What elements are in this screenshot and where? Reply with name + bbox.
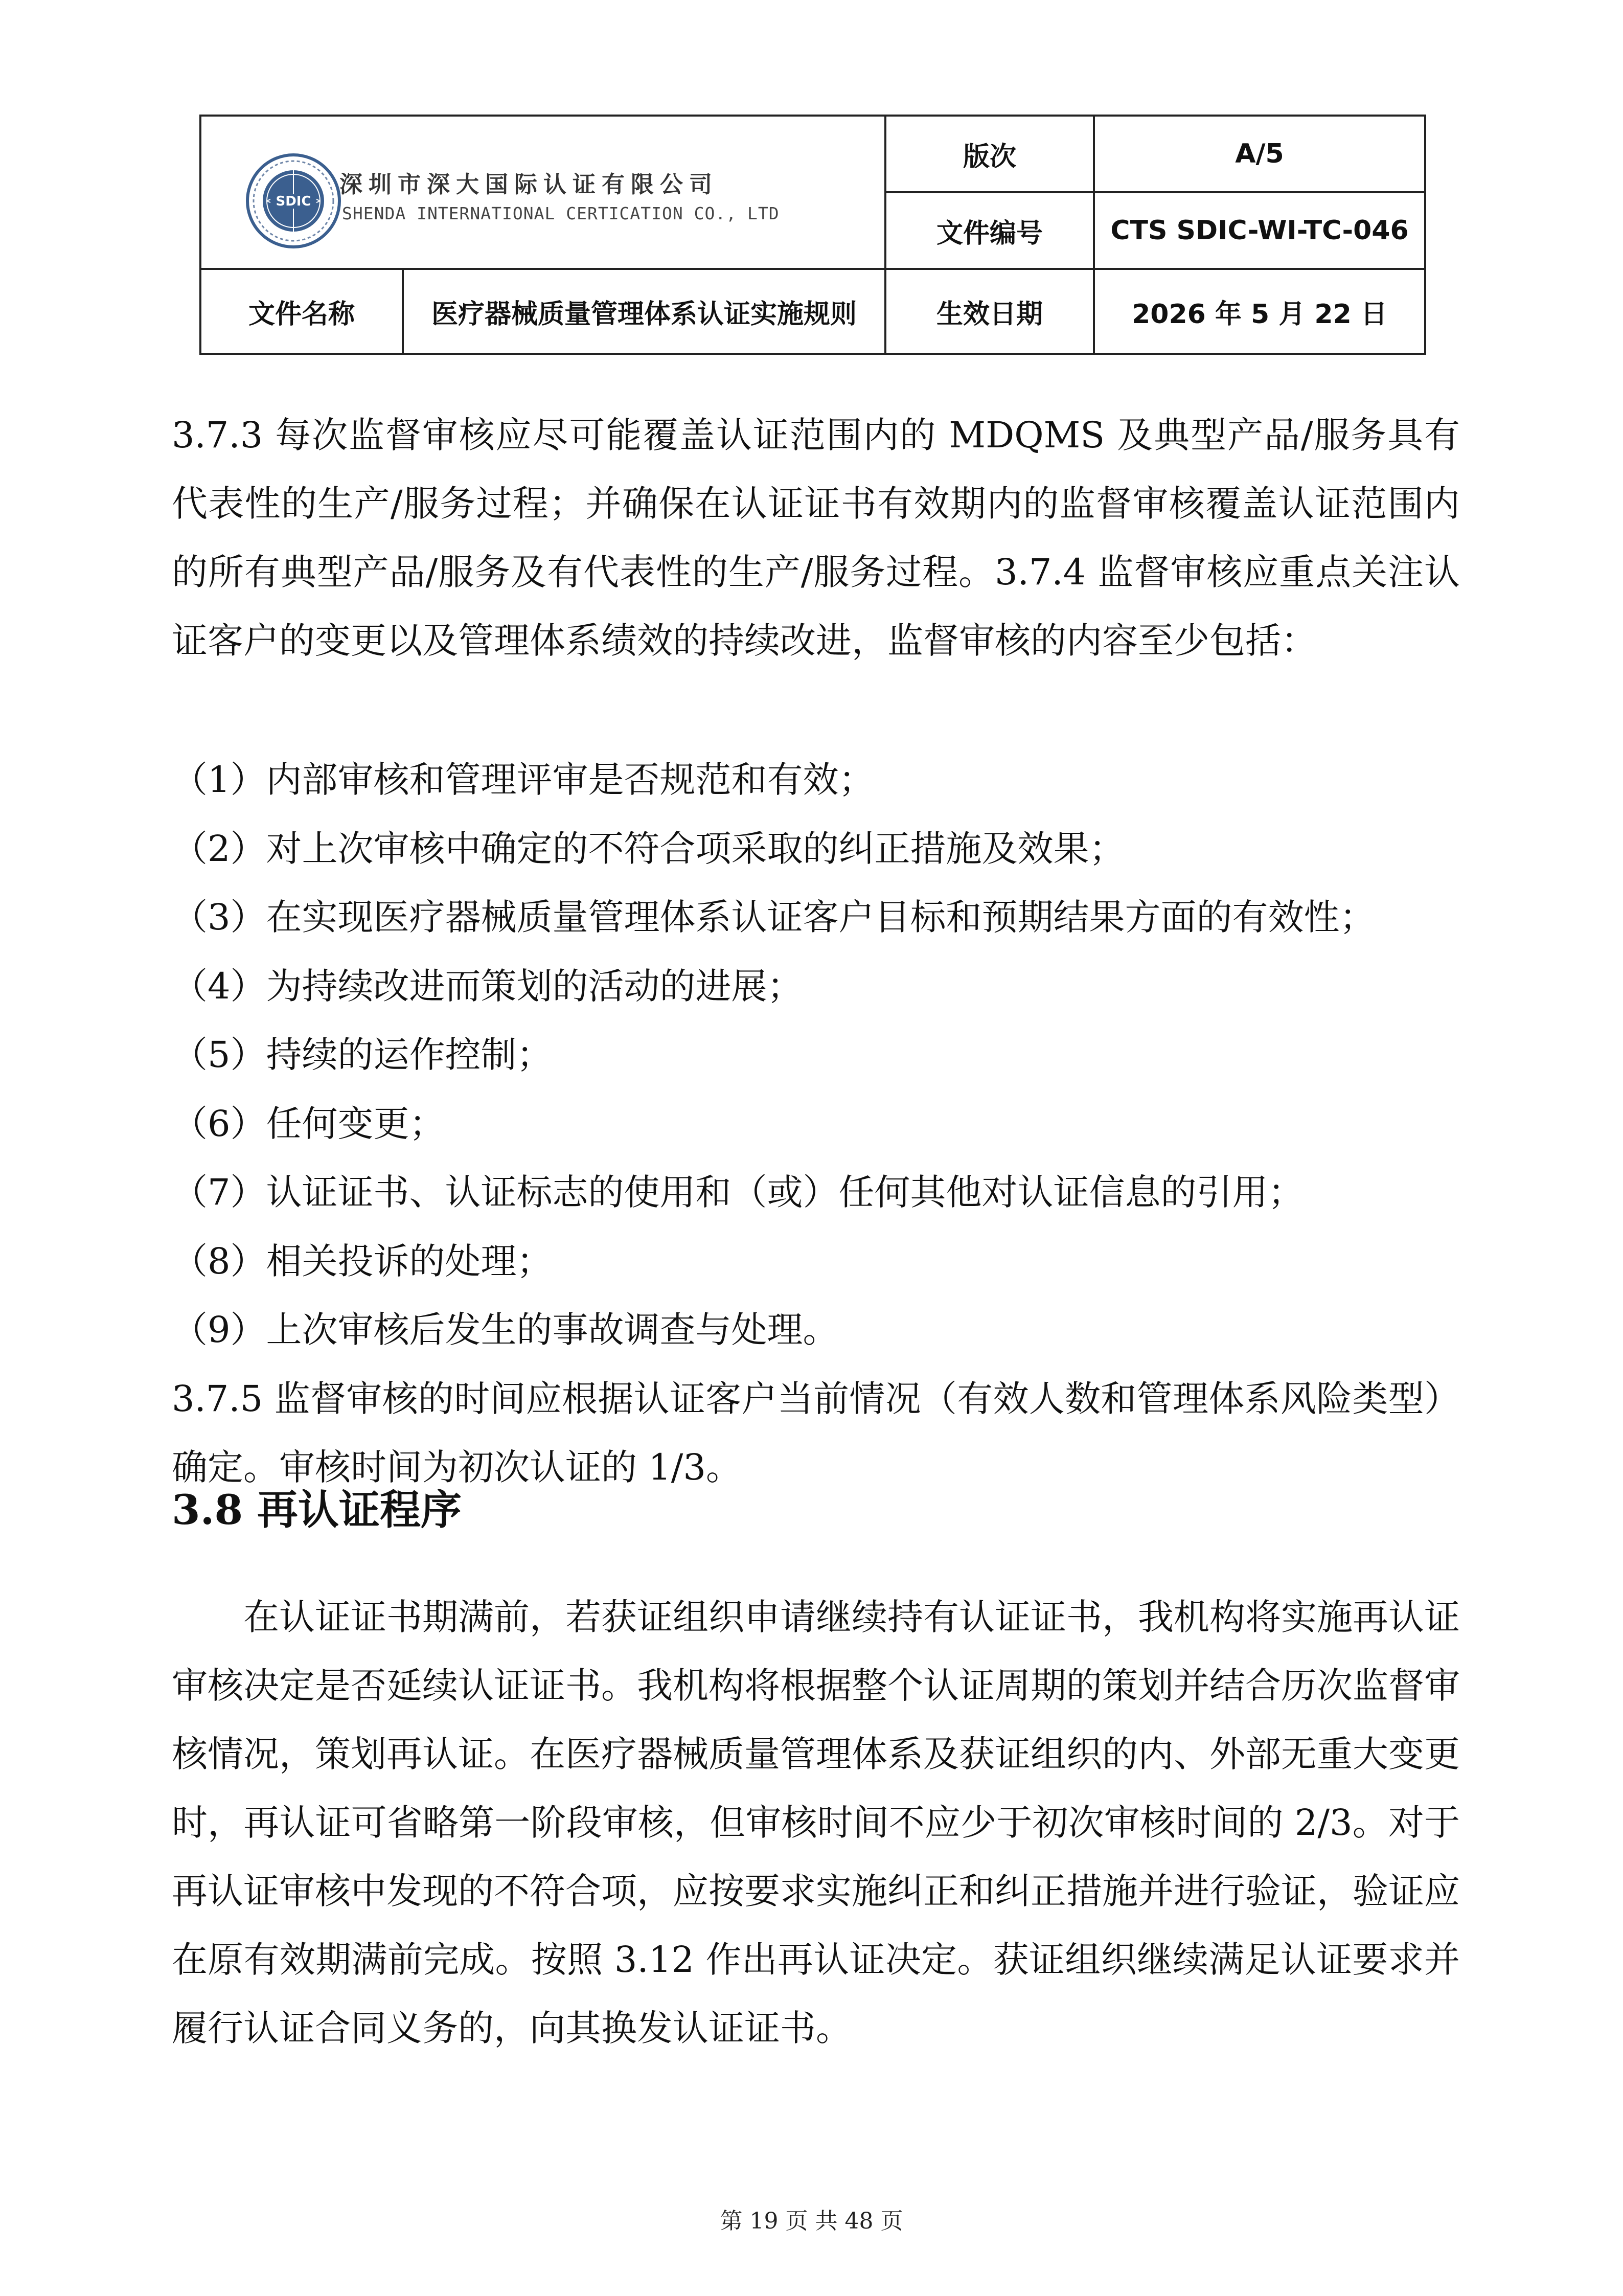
- company-name-cn: 深圳市深大国际认证有限公司: [339, 171, 719, 198]
- list-item: （8）相关投诉的处理；: [172, 1240, 553, 1282]
- doc-number-value: CTS SDIC-WI-TC-046: [1094, 192, 1425, 269]
- company-logo: [245, 152, 930, 249]
- paragraph-3-8: 在认证证书期满前，若获证组织申请继续持有认证证书，我机构将实施再认证审核决定是否延续认证证书。我机构将根据整个认证周期的策划并结合历次监督审核情况，策划再认证。在医疗器械质量管理体系及获证组织的内、外部无重大变更时，再认证可省略第一阶段审核，但审核时间不应少于初次审核时间的 2/3。对于再认证审核中发现的不符合项，应按要求实施纠正和纠正措施并进行验证，验证应在原有效期满前完成。按照 3.12 作出再认证决定。获证组织继续满足认证要求并履行认证合同义务的，向其换发认证证书。: [172, 1596, 1460, 2049]
- list-item: （1）内部审核和管理评审是否规范和有效；: [172, 759, 875, 801]
- paragraph-3-7-3: 3.7.3 每次监督审核应尽可能覆盖认证范围内的 MDQMS 及典型产品/服务具有代表性的生产/服务过程；并确保在认证证书有效期内的监督审核覆盖认证范围内的所有典型产品/服务及有代表性的生产/服务过程。3.7.4 监督审核应重点关注认证客户的变更以及管理体系绩效的持续改进，监督审核的内容至少包括：: [172, 414, 1460, 662]
- list-item: （6）任何变更；: [172, 1103, 445, 1145]
- list-item: （5）持续的运作控制；: [172, 1034, 553, 1076]
- sdic-seal-icon: [245, 152, 342, 249]
- list-item: （2）对上次审核中确定的不符合项采取的纠正措施及效果；: [172, 828, 1125, 870]
- list-item: （4）为持续改进而策划的活动的进展；: [172, 965, 803, 1007]
- section-3-8-heading: 3.8 再认证程序: [172, 1486, 462, 1534]
- company-name-en: SHENDA INTERNATIONAL CERTICATION CO., LTD: [342, 203, 780, 223]
- effective-date-label: 生效日期: [885, 269, 1094, 354]
- doc-name-value: 医疗器械质量管理体系认证实施规则: [403, 269, 885, 354]
- version-value: A/5: [1094, 116, 1425, 192]
- page-number: 第 19 页 共 48 页: [720, 2208, 903, 2234]
- paragraph-3-7-5: 3.7.5 监督审核的时间应根据认证客户当前情况（有效人数和管理体系风险类型）确定。审核时间为初次认证的 1/3。: [172, 1378, 1460, 1488]
- version-label: 版次: [885, 116, 1094, 192]
- list-item: （9）上次审核后发生的事故调查与处理。: [172, 1309, 839, 1351]
- document-header-table: [199, 115, 1426, 355]
- seal-logo-text: SDIC: [276, 194, 311, 209]
- company-logo-cell: [200, 116, 885, 269]
- doc-number-label: 文件编号: [885, 192, 1094, 269]
- list-item: （3）在实现医疗器械质量管理体系认证客户目标和预期结果方面的有效性；: [172, 896, 1376, 938]
- doc-name-label: 文件名称: [200, 269, 403, 354]
- effective-date-value: 2026 年 5 月 22 日: [1094, 269, 1425, 354]
- list-item: （7）认证证书、认证标志的使用和（或）任何其他对认证信息的引用；: [172, 1171, 1304, 1213]
